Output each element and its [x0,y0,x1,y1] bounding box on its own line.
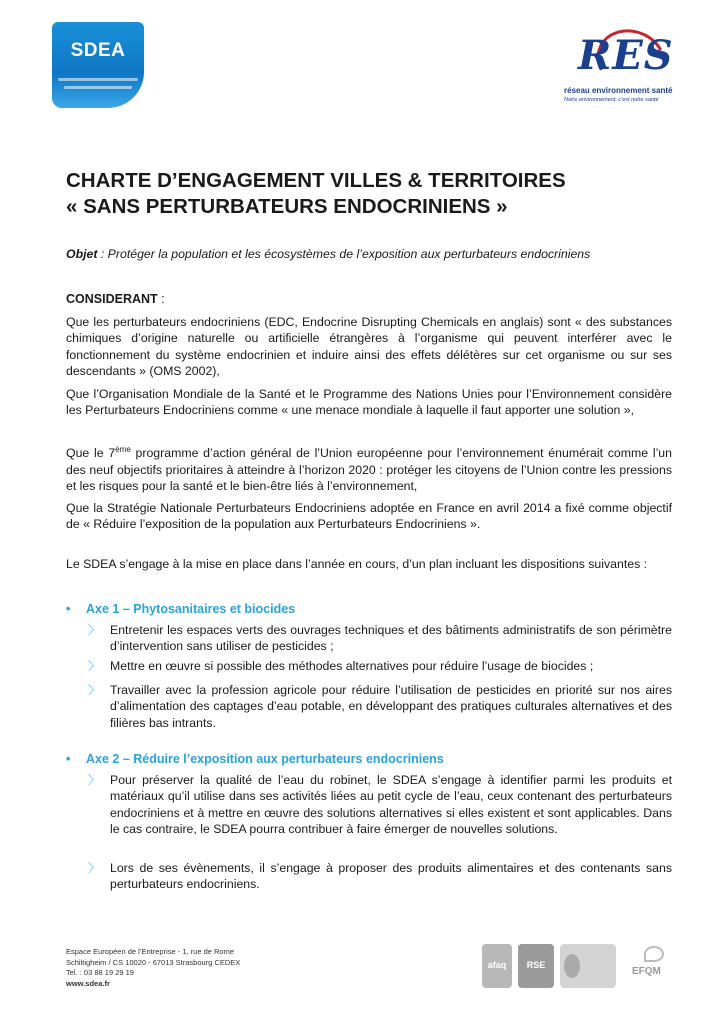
footer-phone: Tel. : 03 88 19 29 19 [66,968,134,977]
p3-superscript: ème [115,445,131,454]
p3-post: programme d’action général de l’Union européenne pour l’environnement énumérait comme l’un des neuf objectifs prioritaires à atteindre à l’horizon 2020 : protéger les citoyens de l’Union contre les pressions et les risques pour la santé et le bien-être liés à l’environnement, [66,446,672,493]
considerant-colon: : [157,292,165,306]
efqm-logo-text: EFQM [632,966,661,977]
res-logo [556,30,674,110]
logo-wave-decoration [64,86,132,89]
objet-label: Objet [66,247,98,261]
axe-1-title: Axe 1 – Phytosanitaires et biocides [86,602,296,616]
chevron-right-icon: 〉 [88,861,101,875]
axe-2-item-2 [88,860,672,893]
footer-website-link[interactable]: www.sdea.fr [66,978,110,988]
paragraph-engagement-intro: Le SDEA s’engage à la mise en place dans l’année en cours, d’un plan incluant les dispositions suivantes : [66,557,648,571]
rse-engagement-logo [518,944,554,988]
footer-address [66,947,240,989]
axe-2-title: Axe 2 – Réduire l’exposition aux perturbateurs endocriniens [86,752,444,766]
efqm-icon [644,946,664,962]
axe-1-item-3 [88,682,672,731]
sdea-logo-text: SDEA [70,40,126,61]
objet-line [66,247,666,261]
p3-pre: Que le 7 [66,446,116,461]
title-line-1: CHARTE D’ENGAGEMENT VILLES & TERRITOIRES [66,169,566,192]
res-logo-word: RES [578,32,674,79]
axe-1-item-1 [88,622,672,655]
res-logo-tagline: Notre environnement, c'est notre santé [564,97,659,103]
paragraph-union-europeenne [66,442,672,494]
efqm-logo [622,944,676,988]
title-line-2: « SANS PERTURBATEURS ENDOCRINIENS » [66,195,508,218]
chevron-right-icon: 〉 [88,683,101,697]
logo-wave-decoration [58,78,138,81]
rse-logo-text: RSE [526,960,546,970]
afaq-logo-text: afaq [487,960,507,970]
paragraph-strategie-nationale: Que la Stratégie Nationale Perturbateurs Endocriniens adoptée en France en avril 2014 a fixé comme objectif de « Réduire l’exposition de la population aux Perturbateurs Endocriniens ». [66,501,672,532]
axe-1-item-1-text: Entretenir les espaces verts des ouvrages techniques et des bâtiments administratifs de son périmètre d’intervention sans utiliser de pesticides ; [110,623,672,654]
axe-1-item-2-text: Mettre en œuvre si possible des méthodes alternatives pour réduire l’usage de biocides ; [110,659,594,673]
axe-2-item-1 [88,772,672,838]
axe-1-heading [66,602,666,616]
considerant-label: CONSIDERANT [66,292,158,306]
paragraph-oms: Que les perturbateurs endocriniens (EDC, Endocrine Disrupting Chemicals en anglais) sont « des substances chimiques d’origine naturelle ou artificielle étrangères à l’organisme qui peuvent interférer avec le fonctionnement du système endocrinien et induire ainsi des effets délétères sur cet organisme ou sur ses descendants » (OMS 2002), [66,315,672,379]
document-title [66,168,666,220]
chevron-right-icon: 〉 [88,623,101,637]
axe-1-item-3-text: Travailler avec la profession agricole pour réduire l’utilisation de pesticides en priorité sur nos aires d’alimentation des captages d’eau potable, en développant des pratiques culturales alternatives et des filières bas intrants. [110,683,672,730]
axe-2-heading [66,752,666,766]
sdea-logo [52,22,144,108]
objet-text: : Protéger la population et les écosystèmes de l’exposition aux perturbateurs endocriniens [97,247,591,261]
footer-line-1: Espace Européen de l’Entreprise - 1, rue de Rome [66,947,235,956]
chevron-right-icon: 〉 [88,773,101,787]
considerant-heading [66,291,672,307]
res-logo-subtitle: réseau environnement santé [564,86,673,95]
award-icon [564,954,580,978]
bullet-icon: • [66,752,71,766]
afaq-certification-logo [482,944,512,988]
bullet-icon: • [66,602,71,616]
prix-qualite-performance-logo [560,944,616,988]
axe-2-item-2-text: Lors de ses évènements, il s’engage à proposer des produits alimentaires et des contenants sans perturbateurs endocriniens. [110,861,672,892]
paragraph-oms-pnue: Que l’Organisation Mondiale de la Santé et le Programme des Nations Unies pour l’Environnement considère les Perturbateurs Endocriniens comme « une menace mondiale à laquelle il faut apporter une solution », [66,387,672,418]
axe-2-item-1-text: Pour préserver la qualité de l’eau du robinet, le SDEA s’engage à identifier parmi les produits et matériaux qu’il utilise dans ses activités liées au petit cycle de l’eau, ceux contenant des perturbateurs endocriniens et à mettre en œuvre des solutions alternatives si elles existent et sont applicables. Dans le cas contraire, le SDEA pourra contribuer à faire émerger de nouvelles solutions. [110,773,672,837]
chevron-right-icon: 〉 [88,659,101,673]
axe-1-item-2 [88,658,672,674]
footer-line-2: Schiltigheim / CS 10020 - 67013 Strasbourg CEDEX [66,957,241,967]
